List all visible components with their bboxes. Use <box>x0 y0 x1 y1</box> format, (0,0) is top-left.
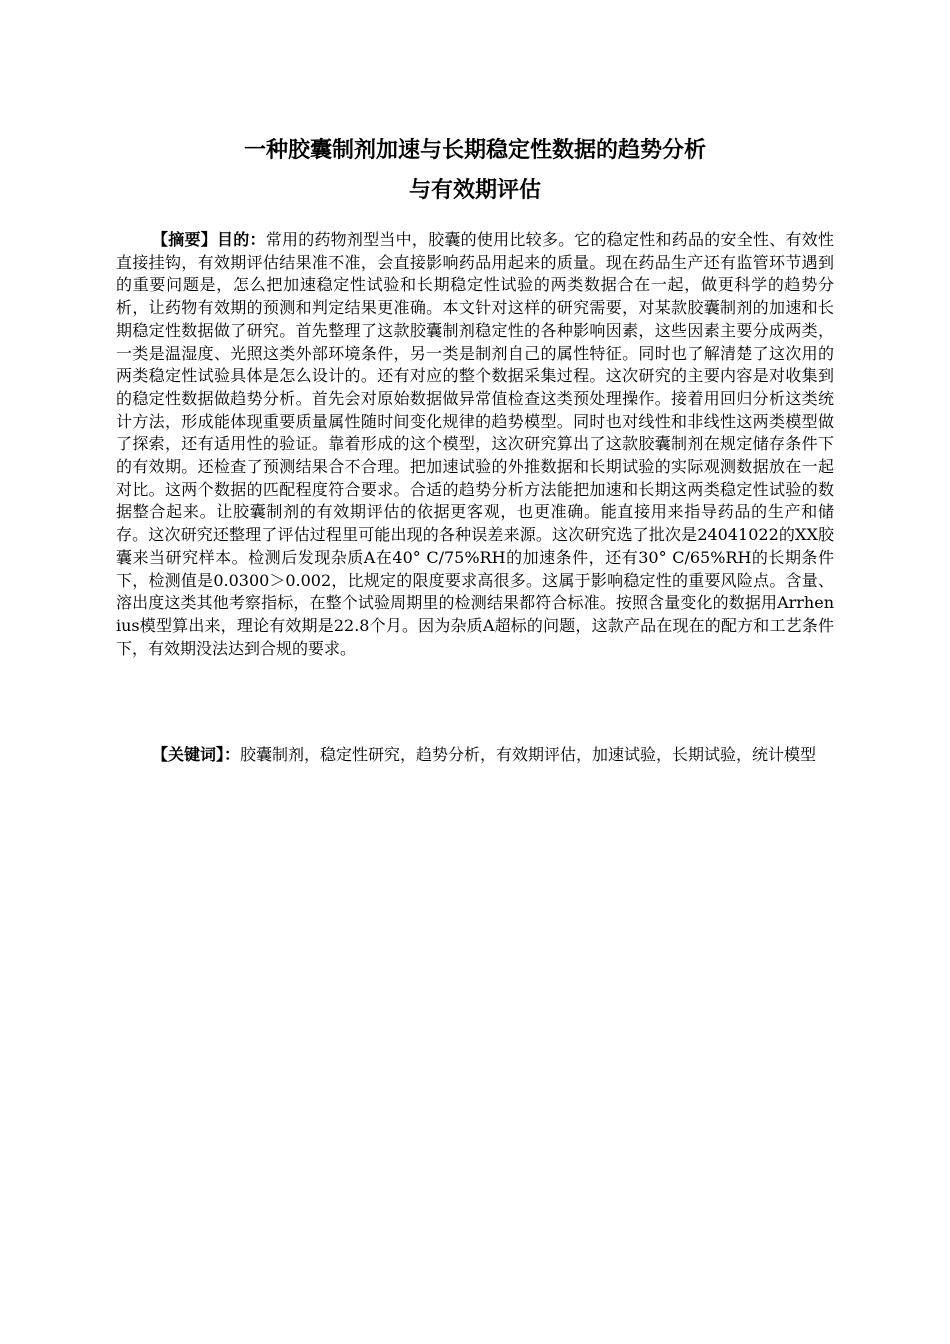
abstract-paragraph <box>116 229 834 660</box>
keywords-label: 【关键词】： <box>152 745 241 764</box>
abstract-label: 【摘要】目的： <box>152 230 266 249</box>
keywords-text: 胶囊制剂，稳定性研究，趋势分析，有效期评估，加速试验，长期试验，统计模型 <box>240 745 817 764</box>
keywords-paragraph <box>116 744 834 767</box>
document-title-line-1: 一种胶囊制剂加速与长期稳定性数据的趋势分析 <box>243 138 706 163</box>
abstract-text: 常用的药物剂型当中，胶囊的使用比较多。它的稳定性和药品的安全性、有效性直接挂钩，有效期评估结果准不准，会直接影响药品用起来的质量。现在药品生产还有监管环节遇到的重要问题是，怎么把加速稳定性试验和长期稳定性试验的两类数据合在一起，做更科学的趋势分析，让药物有效期的预测和判定结果更准确。本文针对这样的研究需要，对某款胶囊制剂的加速和长期稳定性数据做了研究。首先整理了这款胶囊制剂稳定性的各种影响因素，这些因素主要分成两类，一类是温湿度、光照这类外部环境条件，另一类是制剂自己的属性特征。同时也了解清楚了这次用的两类稳定性试验具体是怎么设计的。还有对应的整个数据采集过程。这次研究的主要内容是对收集到的稳定性数据做趋势分析。首先会对原始数据做异常值检查这类预处理操作。接着用回归分析这类统计方法，形成能体现重要质量属性随时间变化规律的趋势模型。同时也对线性和非线性这两类模型做了探索，还有适用性的验证。靠着形成的这个模型，这次研究算出了这款胶囊制剂在规定储存条件下的有效期。还检查了预测结果合不合理。把加速试验的外推数据和长期试验的实际观测数据放在一起对比。这两个数据的匹配程度符合要求。合适的趋势分析方法能把加速和长期这两类稳定性试验的数据整合起来。让胶囊制剂的有效期评估的依据更客观，也更准确。能直接用来指导药品的生产和储存。这次研究还整理了评估过程里可能出现的各种误差来源。这次研究选了批次是24041022的XX胶囊来当研究样本。检测后发现杂质A在40° C/75%RH的加速条件，还有30° C/65%RH的长期条件下，检测值是0.0300＞0.002，比规定的限度要求高很多。这属于影响稳定性的重要风险点。含量、溶出度这类其他考察指标，在整个试验周期里的检测结果都符合标准。按照含量变化的数据用Arrhenius模型算出来，理论有效期是22.8个月。因为杂质A超标的问题，这款产品在现在的配方和工艺条件下，有效期没法达到合规的要求。 <box>116 230 834 658</box>
document-title-line-2: 与有效期评估 <box>408 178 541 203</box>
